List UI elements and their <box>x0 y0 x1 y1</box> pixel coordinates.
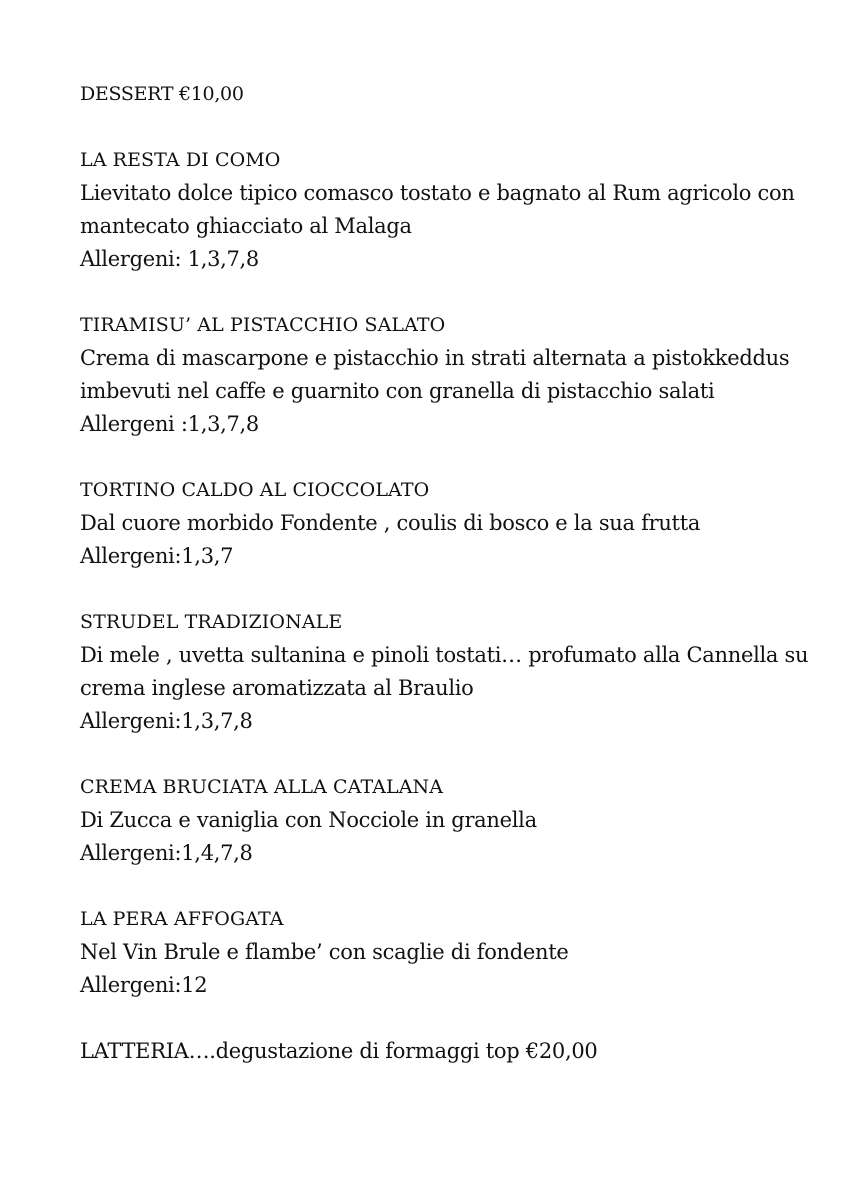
item-allergens: Allergeni :1,3,7,8 <box>80 412 259 436</box>
item-description-line: Crema di mascarpone e pistacchio in strati alternata a pistokkeddus <box>80 346 790 370</box>
dessert-header: DESSERT €10,00 <box>80 83 244 105</box>
item-description-line: crema inglese aromatizzata al Braulio <box>80 676 474 700</box>
item-title: TIRAMISU’ AL PISTACCHIO SALATO <box>80 314 446 336</box>
menu-page <box>80 78 809 1068</box>
item-title: TORTINO CALDO AL CIOCCOLATO <box>80 479 430 501</box>
item-allergens: Allergeni:1,3,7,8 <box>80 709 253 733</box>
menu-item-tortino <box>80 474 800 573</box>
menu-item-strudel <box>80 606 809 738</box>
item-description-line: Lievitato dolce tipico comasco tostato e bagnato al Rum agricolo con <box>80 181 795 205</box>
menu-item-tiramisu <box>80 309 800 441</box>
latteria-text: LATTERIA….degustazione di formaggi top €20,00 <box>80 1039 598 1063</box>
item-description-line: Dal cuore morbido Fondente , coulis di bosco e la sua frutta <box>80 511 701 535</box>
item-allergens: Allergeni:12 <box>80 973 208 997</box>
item-description-line: imbevuti nel caffe e guarnito con granella di pistacchio salati <box>80 379 715 403</box>
item-allergens: Allergeni: 1,3,7,8 <box>80 247 259 271</box>
item-description-line: Di mele , uvetta sultanina e pinoli tostati… profumato alla Cannella su <box>80 643 809 667</box>
item-description-line: mantecato ghiacciato al Malaga <box>80 214 412 238</box>
item-title: LA PERA AFFOGATA <box>80 908 284 930</box>
item-description-line: Nel Vin Brule e flambe’ con scaglie di fondente <box>80 940 569 964</box>
item-title: LA RESTA DI COMO <box>80 149 281 171</box>
menu-item-crema-catalana <box>80 771 800 870</box>
menu-item-resta-di-como <box>80 144 800 276</box>
menu-item-pera-affogata <box>80 903 800 1002</box>
item-allergens: Allergeni:1,3,7 <box>80 544 234 568</box>
latteria-line <box>80 1035 800 1068</box>
item-title: CREMA BRUCIATA ALLA CATALANA <box>80 776 444 798</box>
item-allergens: Allergeni:1,4,7,8 <box>80 841 253 865</box>
item-description-line: Di Zucca e vaniglia con Nocciole in granella <box>80 808 537 832</box>
item-title: STRUDEL TRADIZIONALE <box>80 611 343 633</box>
